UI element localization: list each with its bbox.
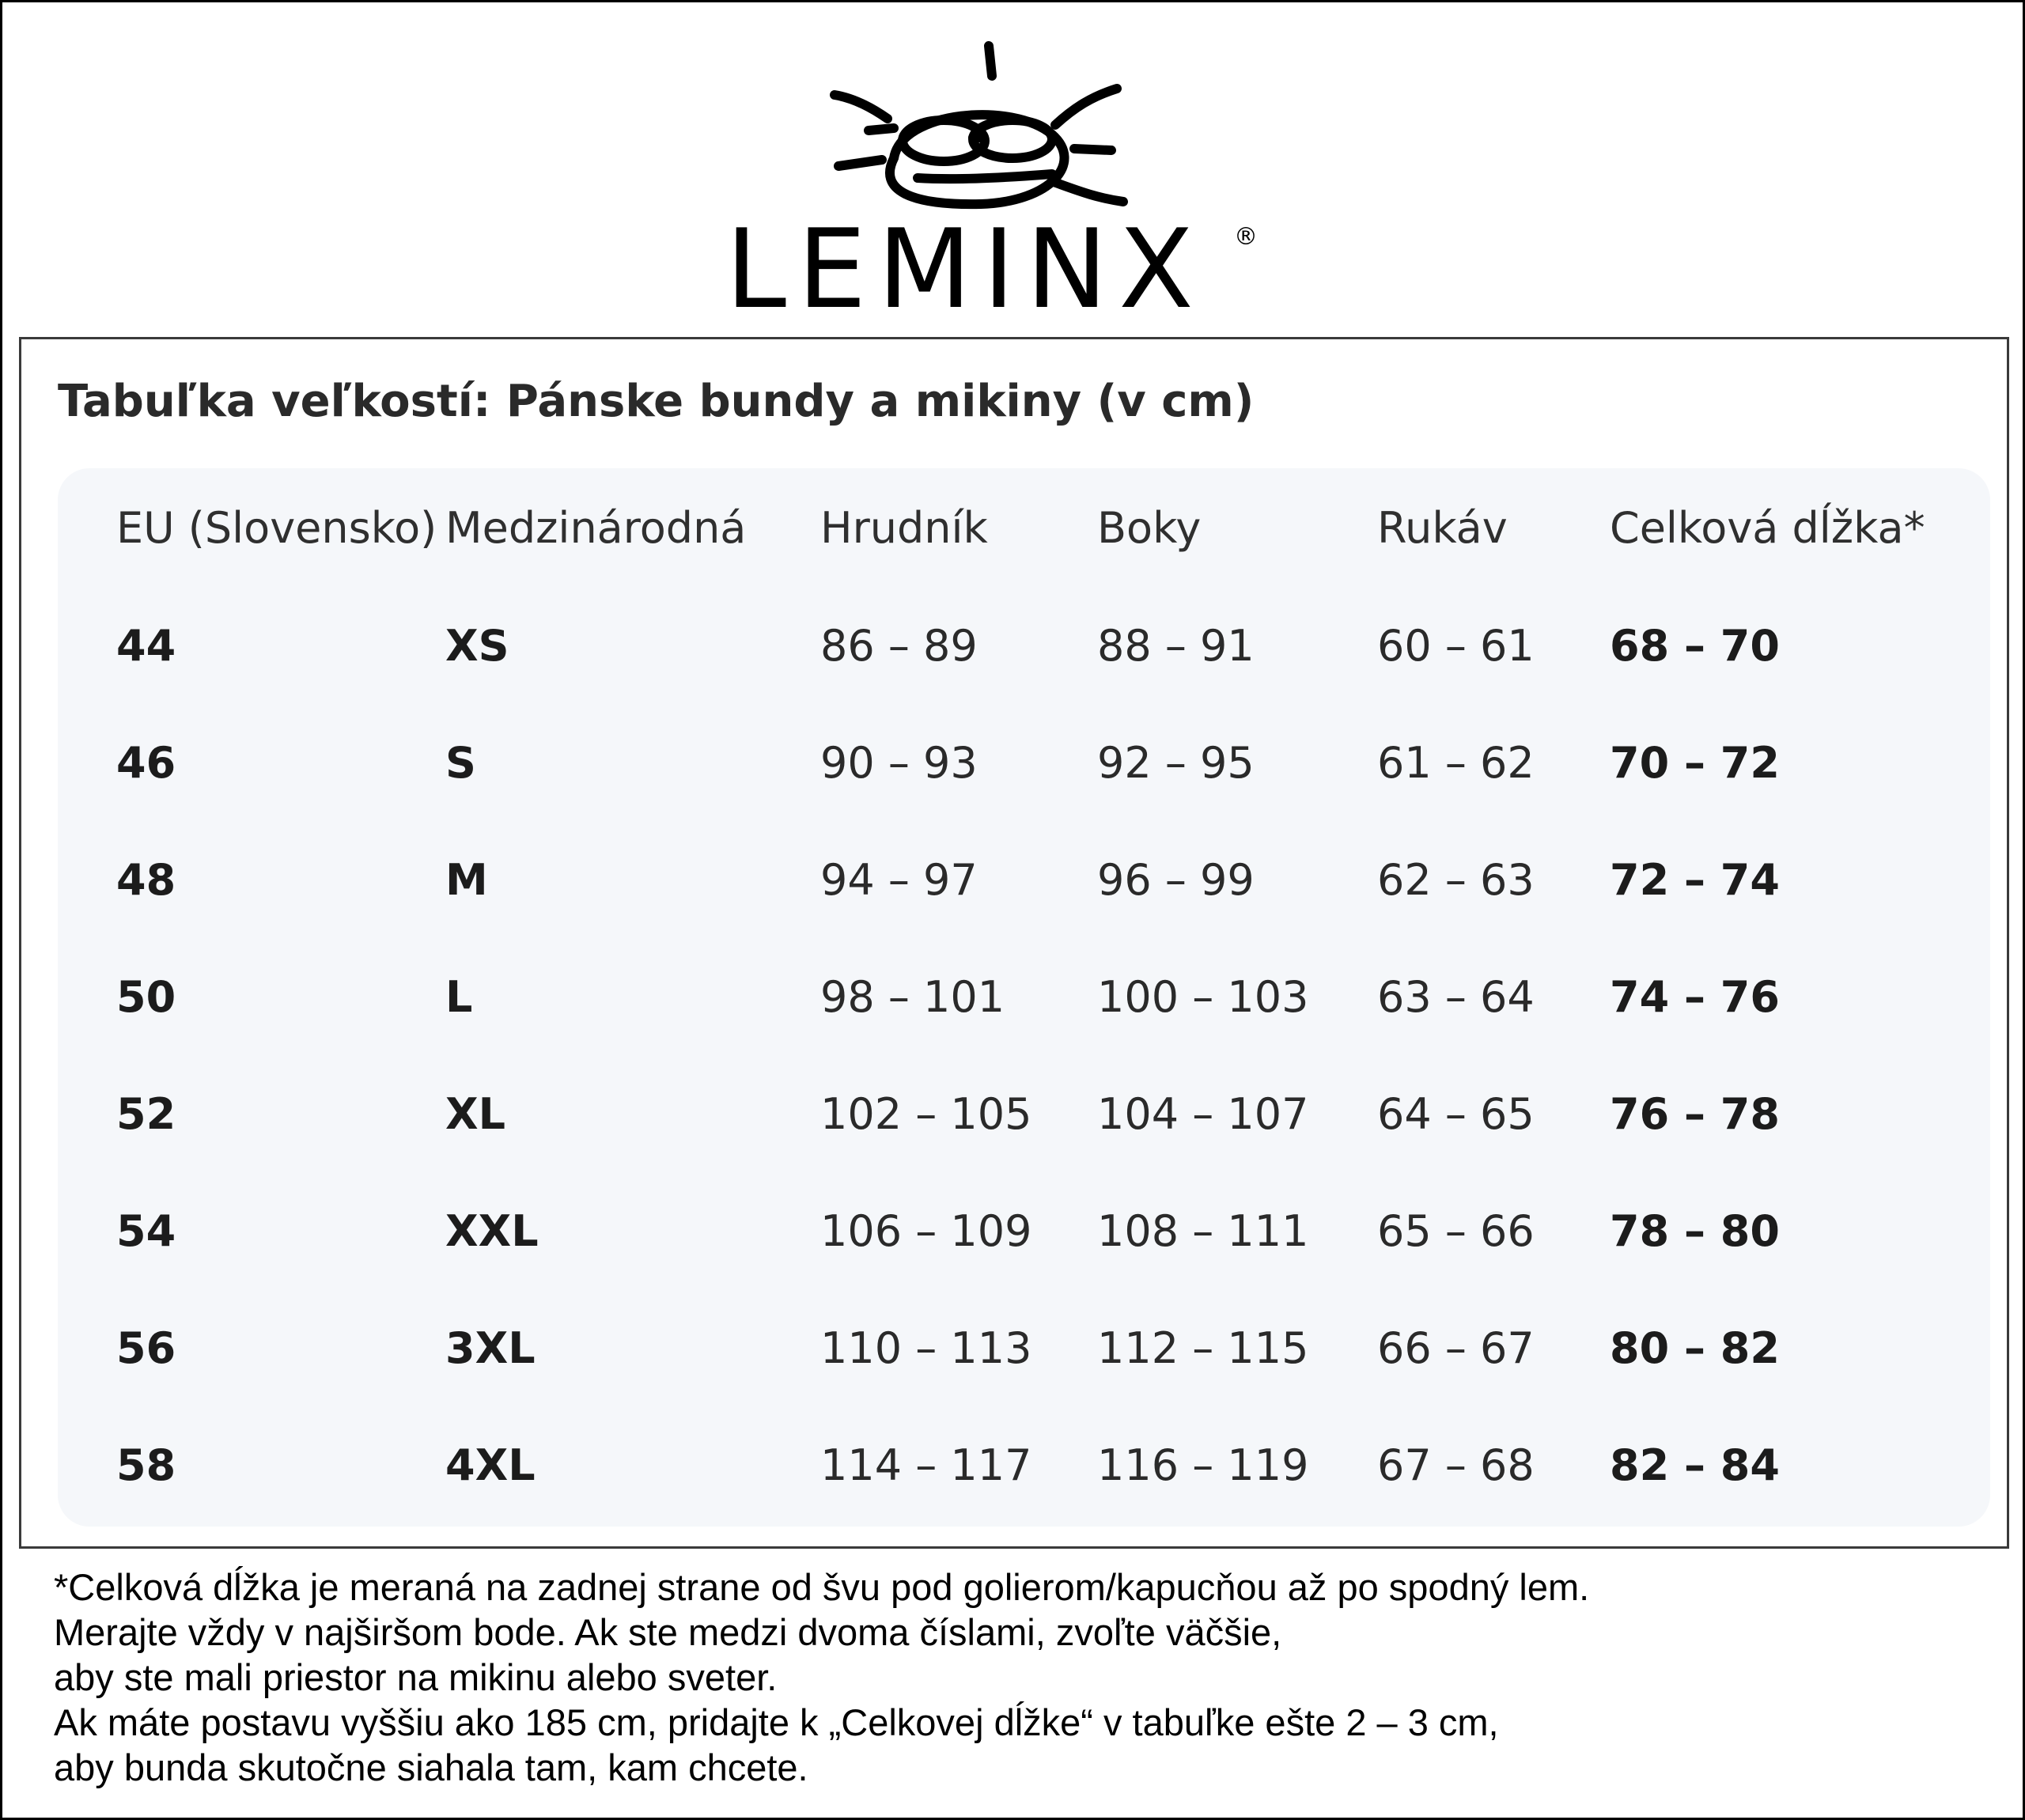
cell-international-size: S	[445, 737, 476, 788]
cell-hips: 112 – 115	[1097, 1322, 1309, 1373]
cell-eu-size: 46	[116, 737, 176, 788]
cell-hips: 104 – 107	[1097, 1088, 1309, 1139]
cell-eu-size: 56	[116, 1322, 176, 1373]
cell-sleeve: 62 – 63	[1377, 854, 1535, 905]
header-chest: Hrudník	[820, 502, 988, 553]
cell-total-length: 68 – 70	[1610, 620, 1780, 671]
table-row	[58, 1289, 1990, 1406]
cell-international-size: 4XL	[445, 1440, 536, 1490]
header-hips: Boky	[1097, 502, 1202, 553]
table-row	[58, 1055, 1990, 1172]
header-eu-size: EU (Slovensko)	[116, 502, 437, 553]
cell-international-size: M	[445, 854, 488, 905]
table-row	[58, 704, 1990, 821]
cell-sleeve: 64 – 65	[1377, 1088, 1535, 1139]
cell-chest: 90 – 93	[820, 737, 978, 788]
brand-logo	[680, 40, 1281, 333]
cell-total-length: 78 – 80	[1610, 1205, 1780, 1256]
size-chart-panel	[19, 337, 2009, 1549]
table-header-row	[58, 468, 1990, 587]
registered-mark: ®	[1234, 223, 1258, 251]
cell-eu-size: 52	[116, 1088, 176, 1139]
cell-eu-size: 48	[116, 854, 176, 905]
cell-total-length: 70 – 72	[1610, 737, 1780, 788]
cell-chest: 86 – 89	[820, 620, 978, 671]
cell-total-length: 80 – 82	[1610, 1322, 1780, 1373]
header-sleeve: Rukáv	[1377, 502, 1508, 553]
table-row	[58, 821, 1990, 938]
cell-hips: 96 – 99	[1097, 854, 1255, 905]
table-row	[58, 1172, 1990, 1289]
cell-eu-size: 44	[116, 620, 176, 671]
footnote-line: *Celková dĺžka je meraná na zadnej strane od švu pod golierom/kapucňou až po spodný lem.	[54, 1566, 1590, 1608]
cell-chest: 94 – 97	[820, 854, 978, 905]
cell-sleeve: 60 – 61	[1377, 620, 1535, 671]
cell-sleeve: 66 – 67	[1377, 1322, 1535, 1373]
cell-hips: 100 – 103	[1097, 971, 1309, 1022]
cell-sleeve: 61 – 62	[1377, 737, 1535, 788]
header-international-size: Medzinárodná	[445, 502, 747, 553]
table-row	[58, 587, 1990, 704]
size-table	[58, 468, 1990, 1523]
cell-total-length: 82 – 84	[1610, 1440, 1780, 1490]
logo-wordmark: LEMINX	[725, 206, 1205, 333]
cell-sleeve: 65 – 66	[1377, 1205, 1535, 1256]
page-title: Tabuľka veľkostí: Pánske bundy a mikiny (v cm)	[58, 376, 1255, 427]
footnote-line: aby bunda skutočne siahala tam, kam chcete.	[54, 1746, 808, 1788]
cell-total-length: 74 – 76	[1610, 971, 1780, 1022]
cell-international-size: 3XL	[445, 1322, 536, 1373]
footnote-line: Ak máte postavu vyššiu ako 185 cm, pridajte k „Celkovej dĺžke“ v tabuľke ešte 2 – 3 cm,	[54, 1701, 1499, 1743]
cell-hips: 92 – 95	[1097, 737, 1255, 788]
header-total-length: Celková dĺžka*	[1610, 502, 1925, 553]
footnote-line: aby ste mali priestor na mikinu alebo sveter.	[54, 1656, 778, 1698]
cell-total-length: 72 – 74	[1610, 854, 1780, 905]
footnote-line: Merajte vždy v najširšom bode. Ak ste medzi dvoma číslami, zvoľte väčšie,	[54, 1611, 1282, 1653]
cell-sleeve: 67 – 68	[1377, 1440, 1535, 1490]
cell-hips: 116 – 119	[1097, 1440, 1309, 1490]
cell-hips: 88 – 91	[1097, 620, 1255, 671]
cell-chest: 98 – 101	[820, 971, 1005, 1022]
cell-eu-size: 50	[116, 971, 176, 1022]
cell-international-size: XL	[445, 1088, 506, 1139]
cell-total-length: 76 – 78	[1610, 1088, 1780, 1139]
cell-chest: 102 – 105	[820, 1088, 1032, 1139]
table-row	[58, 938, 1990, 1055]
cell-hips: 108 – 111	[1097, 1205, 1309, 1256]
cell-chest: 106 – 109	[820, 1205, 1032, 1256]
footnotes	[54, 1565, 1984, 1790]
cell-international-size: XS	[445, 620, 509, 671]
cell-chest: 110 – 113	[820, 1322, 1032, 1373]
cell-international-size: L	[445, 971, 473, 1022]
cell-eu-size: 54	[116, 1205, 176, 1256]
cell-chest: 114 – 117	[820, 1440, 1032, 1490]
cell-eu-size: 58	[116, 1440, 176, 1490]
cell-international-size: XXL	[445, 1205, 539, 1256]
cell-sleeve: 63 – 64	[1377, 971, 1535, 1022]
table-row	[58, 1406, 1990, 1523]
